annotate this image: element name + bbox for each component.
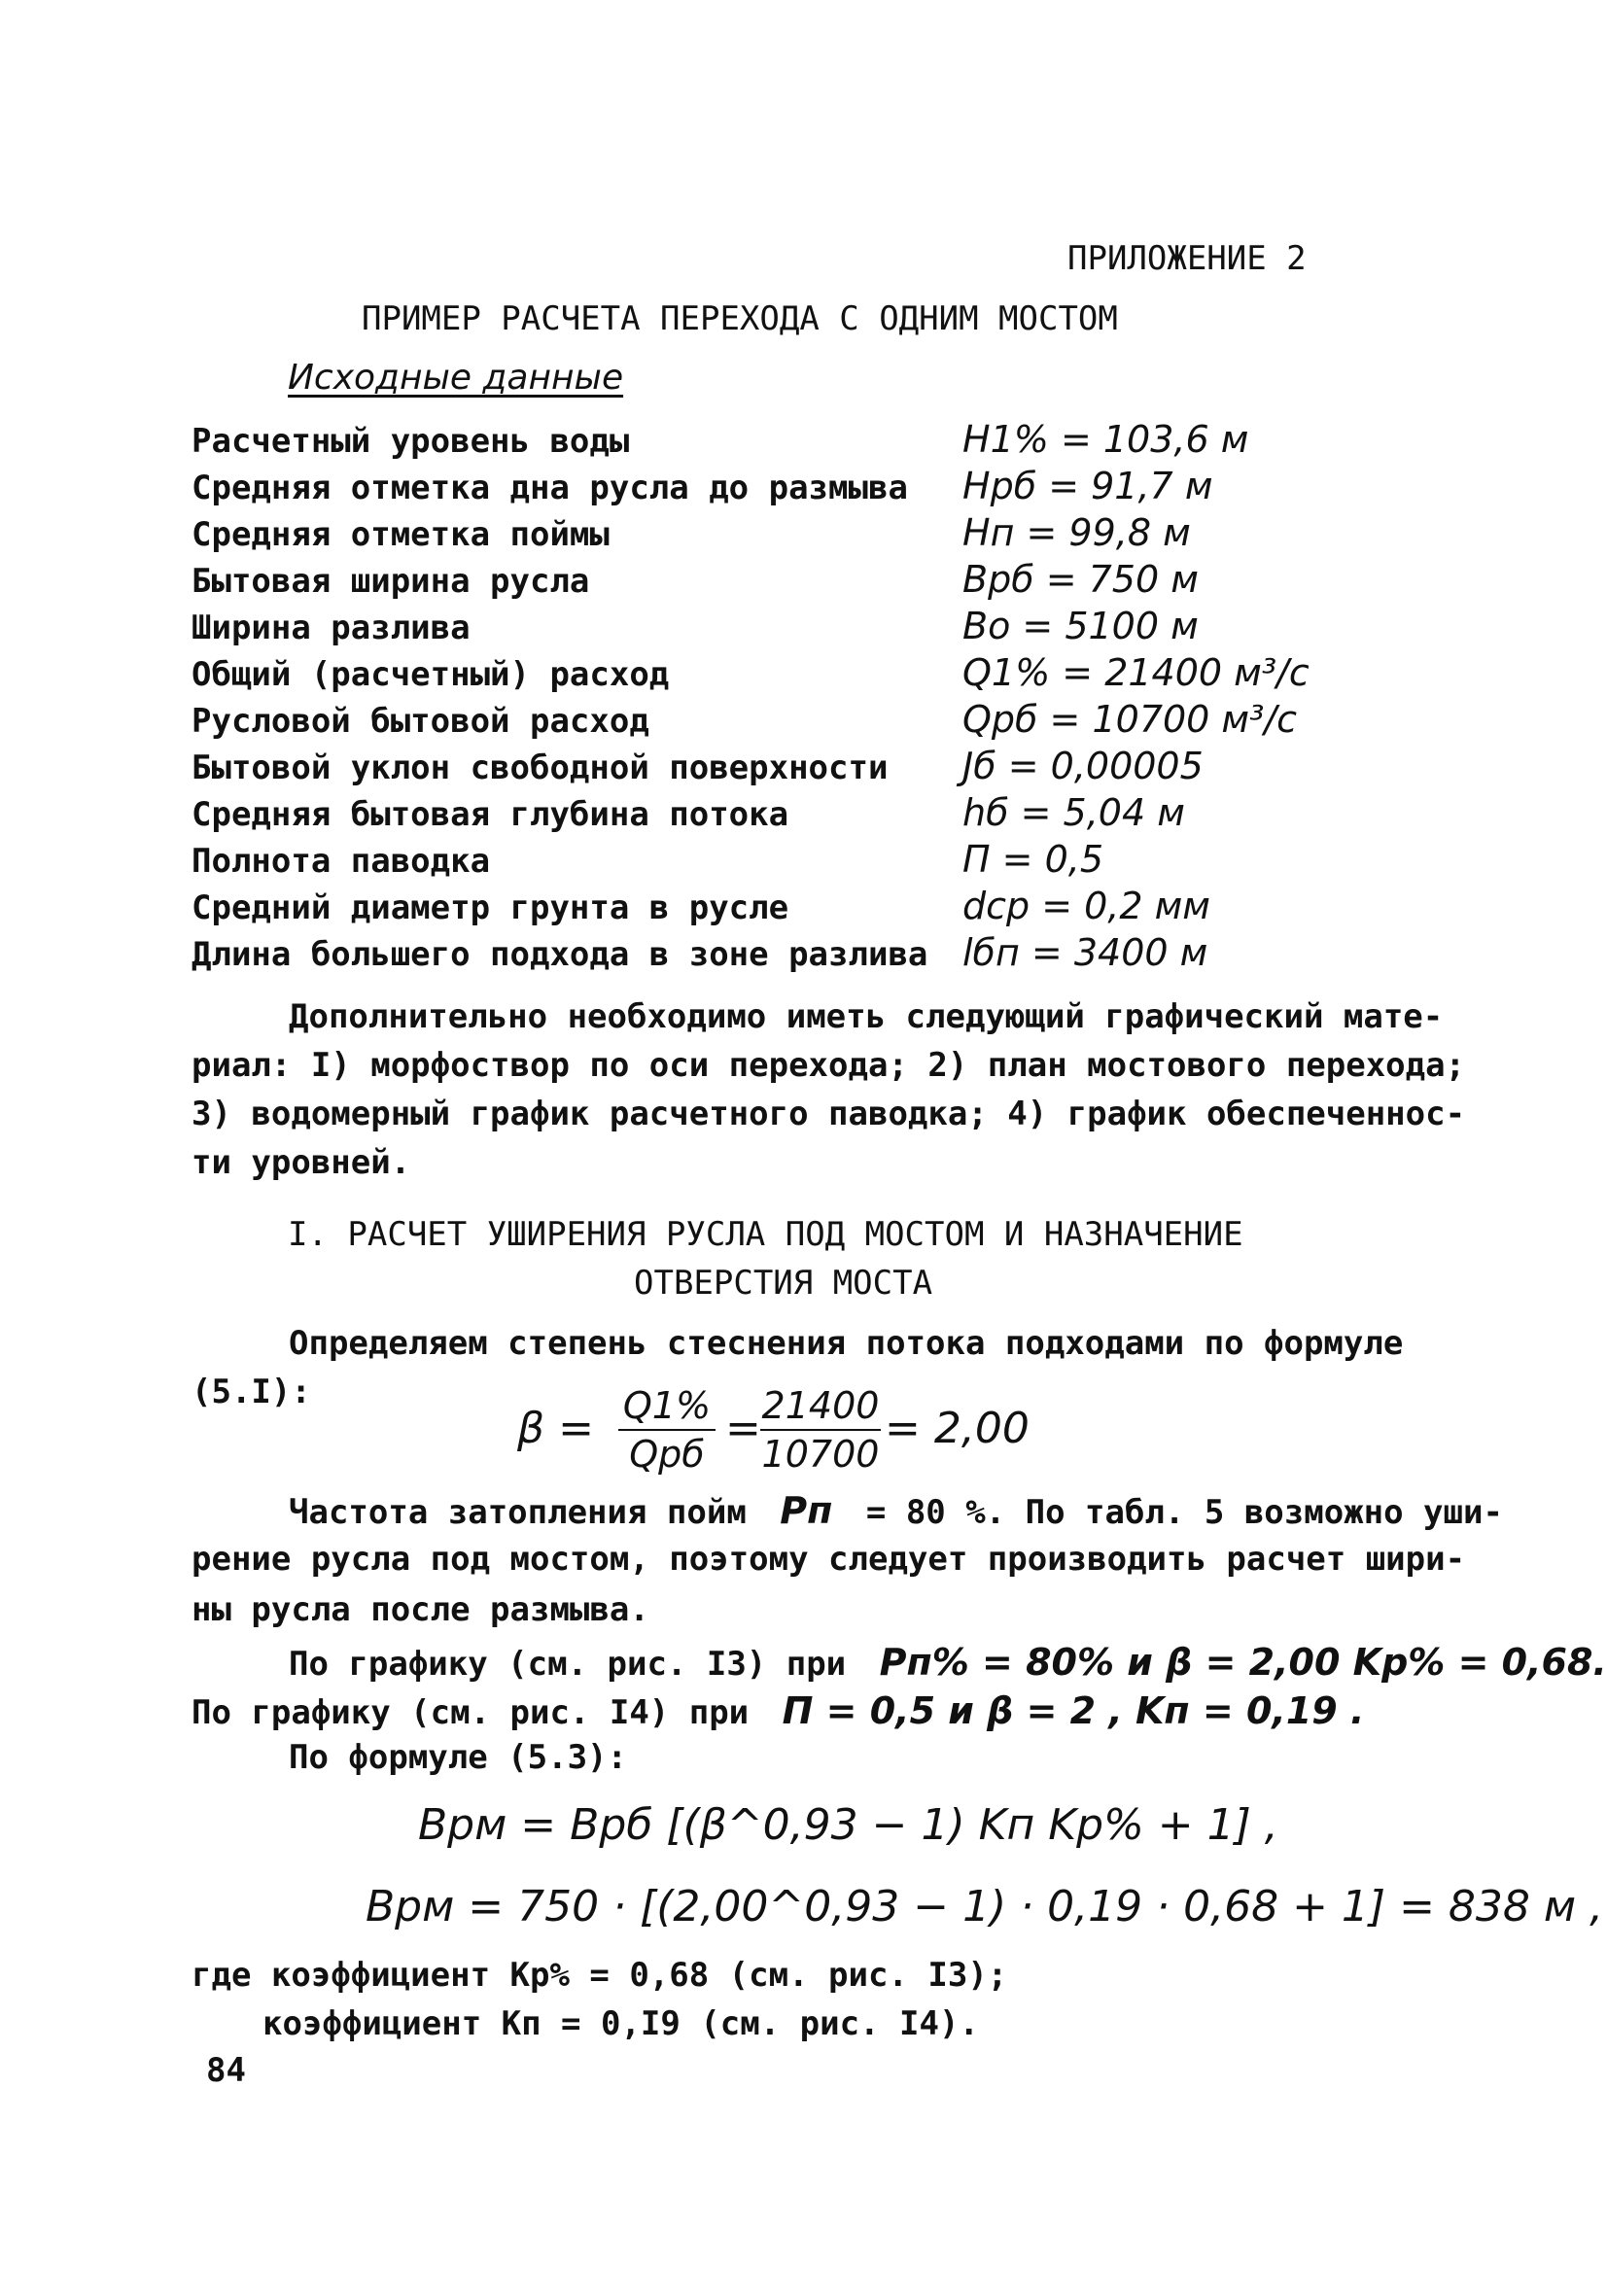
graph-reference-2	[192, 1689, 1364, 1732]
data-value: Bo = 5100 м	[962, 605, 1199, 647]
data-value: H1% = 103,6 м	[962, 418, 1249, 461]
paragraph-line: ны русла после размыва.	[192, 1590, 649, 1629]
fraction-bar	[760, 1429, 881, 1431]
data-value: lбп = 3400 м	[962, 931, 1208, 974]
data-label: Общий (расчетный) расход	[192, 655, 670, 694]
handwritten-values: П = 0,5 и β = 2 , Kп = 0,19 .	[782, 1689, 1365, 1732]
graph-reference-1	[289, 1641, 1607, 1684]
data-value: Jб = 0,00005	[962, 745, 1204, 787]
page-number: 84	[206, 2051, 246, 2090]
paragraph-line: рение русла под мостом, поэтому следует производить расчет шири-	[192, 1540, 1466, 1579]
page-title: ПРИМЕР РАСЧЕТА ПЕРЕХОДА С ОДНИМ МОСТОМ	[362, 299, 1118, 338]
coefficient-note-1: где коэффициент Kр% = 0,68 (см. рис. I3);	[192, 1956, 1008, 1995]
paragraph-text: По графику (см. рис. I4) при	[192, 1693, 750, 1732]
data-label: Средний диаметр грунта в русле	[192, 888, 789, 927]
formula-intro: По формуле (5.3):	[289, 1738, 627, 1777]
fraction-denominator: Qрб	[629, 1433, 705, 1476]
data-label: Ширина разлива	[192, 609, 471, 647]
data-value: Q1% = 21400 м³/с	[962, 651, 1310, 694]
paragraph-line: Дополнительно необходимо иметь следующий графический мате-	[289, 997, 1444, 1036]
data-value: Qрб = 10700 м³/с	[962, 698, 1298, 741]
handwritten-values: Pп% = 80% и β = 2,00 Kр% = 0,68.	[879, 1641, 1607, 1684]
paragraph-line: ти уровней.	[192, 1143, 411, 1182]
data-label: Русловой бытовой расход	[192, 702, 649, 741]
data-label: Бытовой уклон свободной поверхности	[192, 748, 889, 787]
paragraph-text: По графику (см. рис. I3) при	[289, 1645, 847, 1684]
fraction-numerator: 21400	[761, 1384, 880, 1427]
formula-reference: (5.I):	[192, 1373, 311, 1411]
paragraph-line: риал: I) морфоствор по оси перехода; 2) план мостового перехода;	[192, 1046, 1466, 1085]
section-title: I. РАСЧЕТ УШИРЕНИЯ РУСЛА ПОД МОСТОМ И НАЗНАЧЕНИЕ	[288, 1215, 1243, 1254]
section-title-line2: ОТВЕРСТИЯ МОСТА	[634, 1264, 933, 1303]
appendix-label: ПРИЛОЖЕНИЕ 2	[1067, 239, 1307, 278]
paragraph-text: = 80 %. По табл. 5 возможно уши-	[865, 1493, 1503, 1532]
fraction-2	[760, 1384, 881, 1476]
formula-equals: =	[725, 1404, 761, 1453]
data-value: Bрб = 750 м	[962, 558, 1199, 601]
data-value: Hрб = 91,7 м	[962, 465, 1213, 507]
fraction-bar	[618, 1429, 716, 1431]
formula-computed: Bрм = 750 · [(2,00^0,93 − 1) · 0,19 · 0,68 + 1] = 838 м ,	[366, 1882, 1604, 1931]
formula-general: Bрм = Bрб [(β^0,93 − 1) Kп Kр% + 1] ,	[418, 1800, 1278, 1850]
data-label: Полнота паводка	[192, 842, 491, 881]
formula-lhs: β =	[517, 1404, 594, 1453]
data-value: Hп = 99,8 м	[962, 511, 1191, 554]
paragraph-line: 3) водомерный график расчетного паводка; 4) график обеспеченнос-	[192, 1095, 1466, 1133]
paragraph-text: Частота затопления пойм	[289, 1493, 747, 1532]
fraction-numerator: Q1%	[622, 1384, 712, 1427]
paragraph-line: Определяем степень стеснения потока подходами по формуле	[289, 1324, 1404, 1363]
data-label: Расчетный уровень воды	[192, 422, 630, 461]
fraction-denominator: 10700	[761, 1433, 880, 1476]
fraction-1	[618, 1384, 716, 1476]
section-label: Исходные данные	[288, 358, 624, 398]
data-label: Средняя отметка поймы	[192, 515, 610, 554]
data-label: Длина большего подхода в зоне разлива	[192, 935, 928, 974]
coefficient-note-2: коэффициент Kп = 0,I9 (см. рис. I4).	[262, 2004, 979, 2043]
data-value: dср = 0,2 мм	[962, 885, 1210, 927]
paragraph-line	[289, 1489, 1503, 1532]
formula-result: = 2,00	[885, 1404, 1030, 1453]
data-label: Средняя отметка дна русла до размыва	[192, 469, 908, 507]
data-value: hб = 5,04 м	[962, 791, 1185, 834]
data-value: П = 0,5	[962, 838, 1104, 881]
symbol-pp: Pп	[780, 1489, 833, 1532]
data-label: Средняя бытовая глубина потока	[192, 795, 789, 834]
data-label: Бытовая ширина русла	[192, 562, 590, 601]
